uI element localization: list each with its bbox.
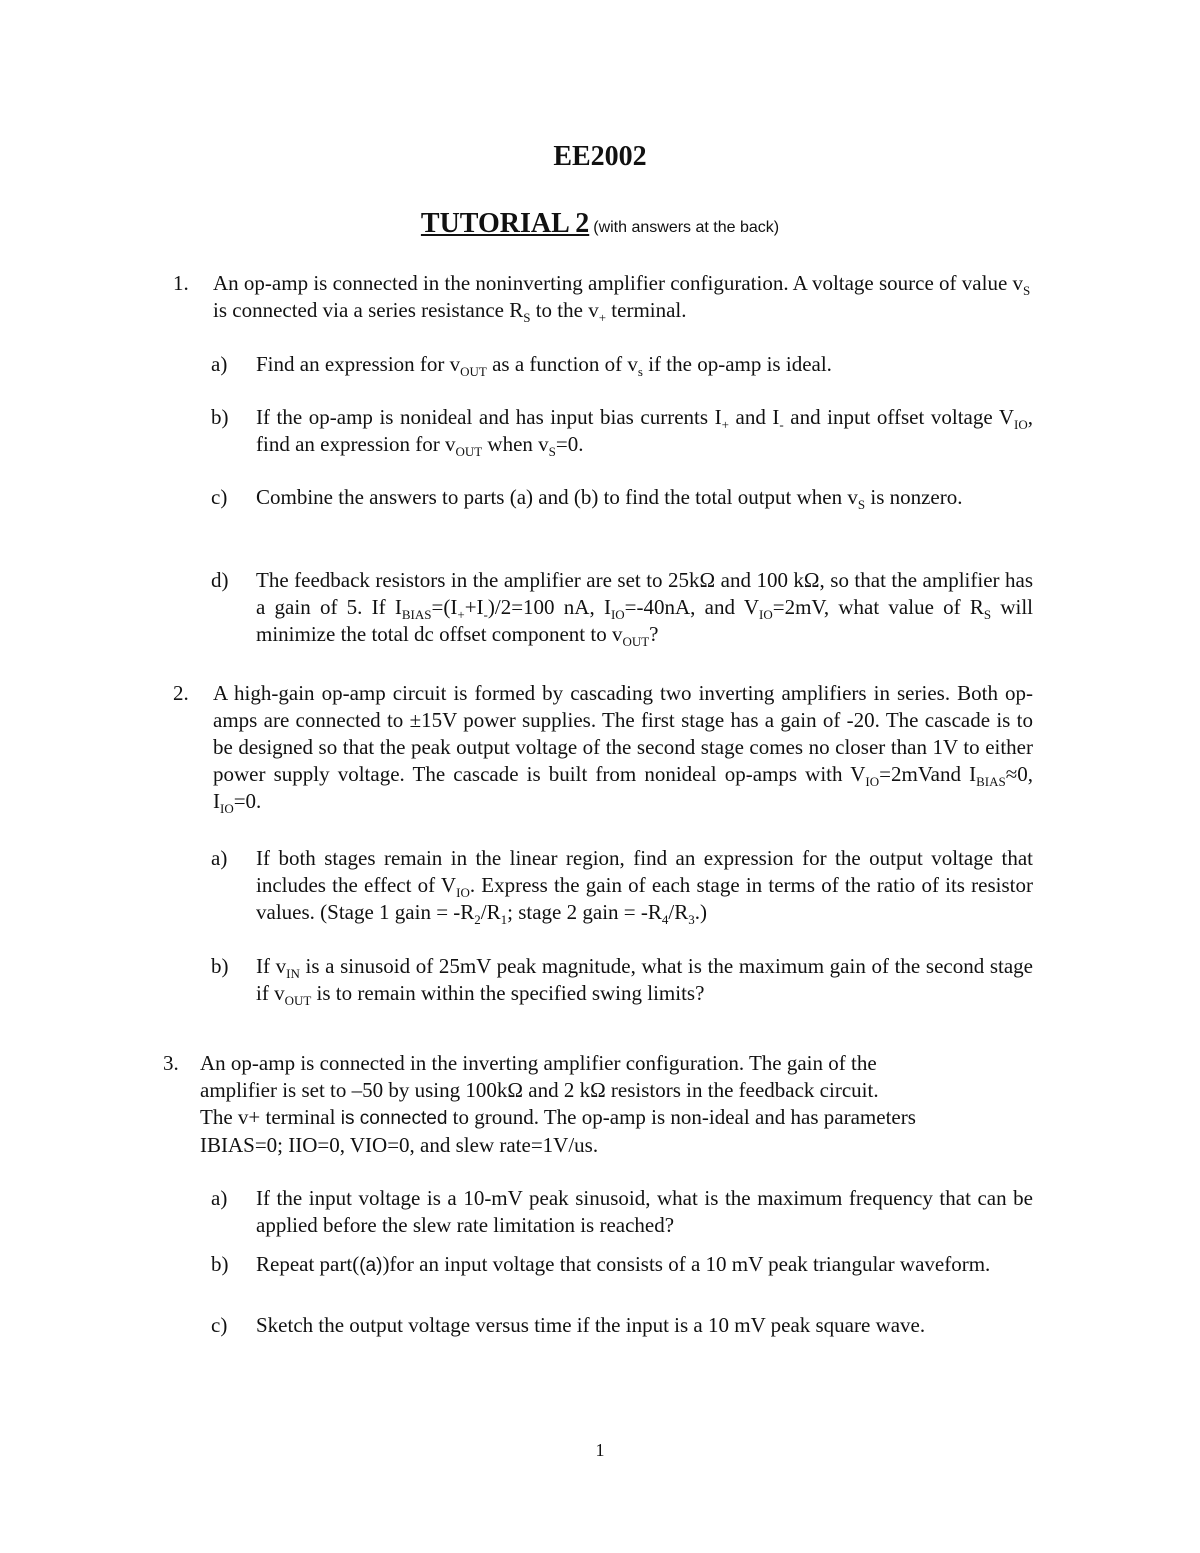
part-text: If both stages remain in the linear region, find an expression for the output voltage that includes the effect of $V_{IO}$. Express the gain of each stage in terms of the ratio of its resistor values. (Stage 1 gain = $-R_2/R_1$; stage 2 gain = $-R_4/R_3$.) <box>256 846 1033 928</box>
part-text: If the input voltage is a 10-mV peak sinusoid, what is the maximum frequency that can be applied before the slew rate limitation is reached? <box>256 1186 1033 1237</box>
part-label: b) <box>211 405 229 429</box>
tutorial-heading <box>0 208 1200 240</box>
part-text: If the op-amp is nonideal and has input bias currents $I_+$ and $I_-$ and input offset voltage $V_{IO}$, find an expression for $v_{OUT}$ when $v_S=0$. <box>256 405 1033 460</box>
stem-line: IBIAS=0; IIO=0, VIO=0, and slew rate=1V/us. <box>200 1133 599 1157</box>
part-text: Find an expression for $v_{OUT}$ as a function of $v_s$ if the op-amp is ideal. <box>256 352 832 380</box>
tutorial-note: (with answers at the back) <box>593 219 780 236</box>
stem-line: An op-amp is connected in the inverting amplifier configuration. The gain of the <box>200 1051 877 1075</box>
question-number: 2. <box>173 681 189 705</box>
question-stem: A high-gain op-amp circuit is formed by cascading two inverting amplifiers in series. Both op-amps are connected to ±15V power supplies. The first stage has a gain of -20. The cascade is to be designed so that the peak output voltage of the second stage comes no closer than 1V to either power supply voltage. The cascade is built from nonideal op-amps with $V_{IO}=2mVand$ $I_{BIAS}\approx 0$, $I_{IO}=0$. <box>213 681 1033 817</box>
part-label: d) <box>211 568 229 592</box>
question-number: 1. <box>173 271 189 295</box>
part-text: Sketch the output voltage versus time if the input is a 10 mV peak square wave. <box>256 1313 926 1337</box>
part-text: The feedback resistors in the amplifier are set to 25kΩ and 100 kΩ, so that the amplifier has a gain of 5. If $I_{BIAS}=(I_++I_-)/2=100$ nA, $I_{IO}=-40nA$, and $V_{IO}=2mV$, what value of $R_S$ will minimize the total dc offset component to $v_{OUT}$? <box>256 568 1034 650</box>
part-text: Combine the answers to parts (a) and (b) to find the total output when $v_S$ is nonzero. <box>256 485 963 513</box>
part-label: a) <box>211 352 228 376</box>
part-label: c) <box>211 485 228 509</box>
part-label: c) <box>211 1313 228 1337</box>
course-code: EE2002 <box>553 141 647 172</box>
part-text: If $v_{IN}$ is a sinusoid of 25mV peak magnitude, what is the maximum gain of the second stage if $v_{OUT}$ is to remain within the specified swing limits? <box>256 954 1033 1009</box>
part-label: a) <box>211 1186 228 1210</box>
question-stem: An op-amp is connected in the noninverting amplifier configuration. A voltage source of value $v_S$ is connected via a series resistance $R_S$ to the $v_+$ terminal. <box>213 271 1031 326</box>
page-number: 1 <box>595 1440 605 1460</box>
question-number: 3. <box>163 1051 179 1075</box>
part-label: a) <box>211 846 228 870</box>
question-stem <box>200 1050 1020 1159</box>
stem-line: The v+ terminal is connected to ground. The op-amp is non-ideal and has parameters <box>200 1105 916 1129</box>
part-label: b) <box>211 1252 229 1276</box>
tutorial-title: TUTORIAL 2 <box>420 208 590 239</box>
part-label: b) <box>211 954 229 978</box>
stem-line: amplifier is set to –50 by using 100kΩ and 2 kΩ resistors in the feedback circuit. <box>200 1078 879 1102</box>
part-text: Repeat part((a))for an input voltage that consists of a 10 mV peak triangular waveform. <box>256 1252 991 1276</box>
